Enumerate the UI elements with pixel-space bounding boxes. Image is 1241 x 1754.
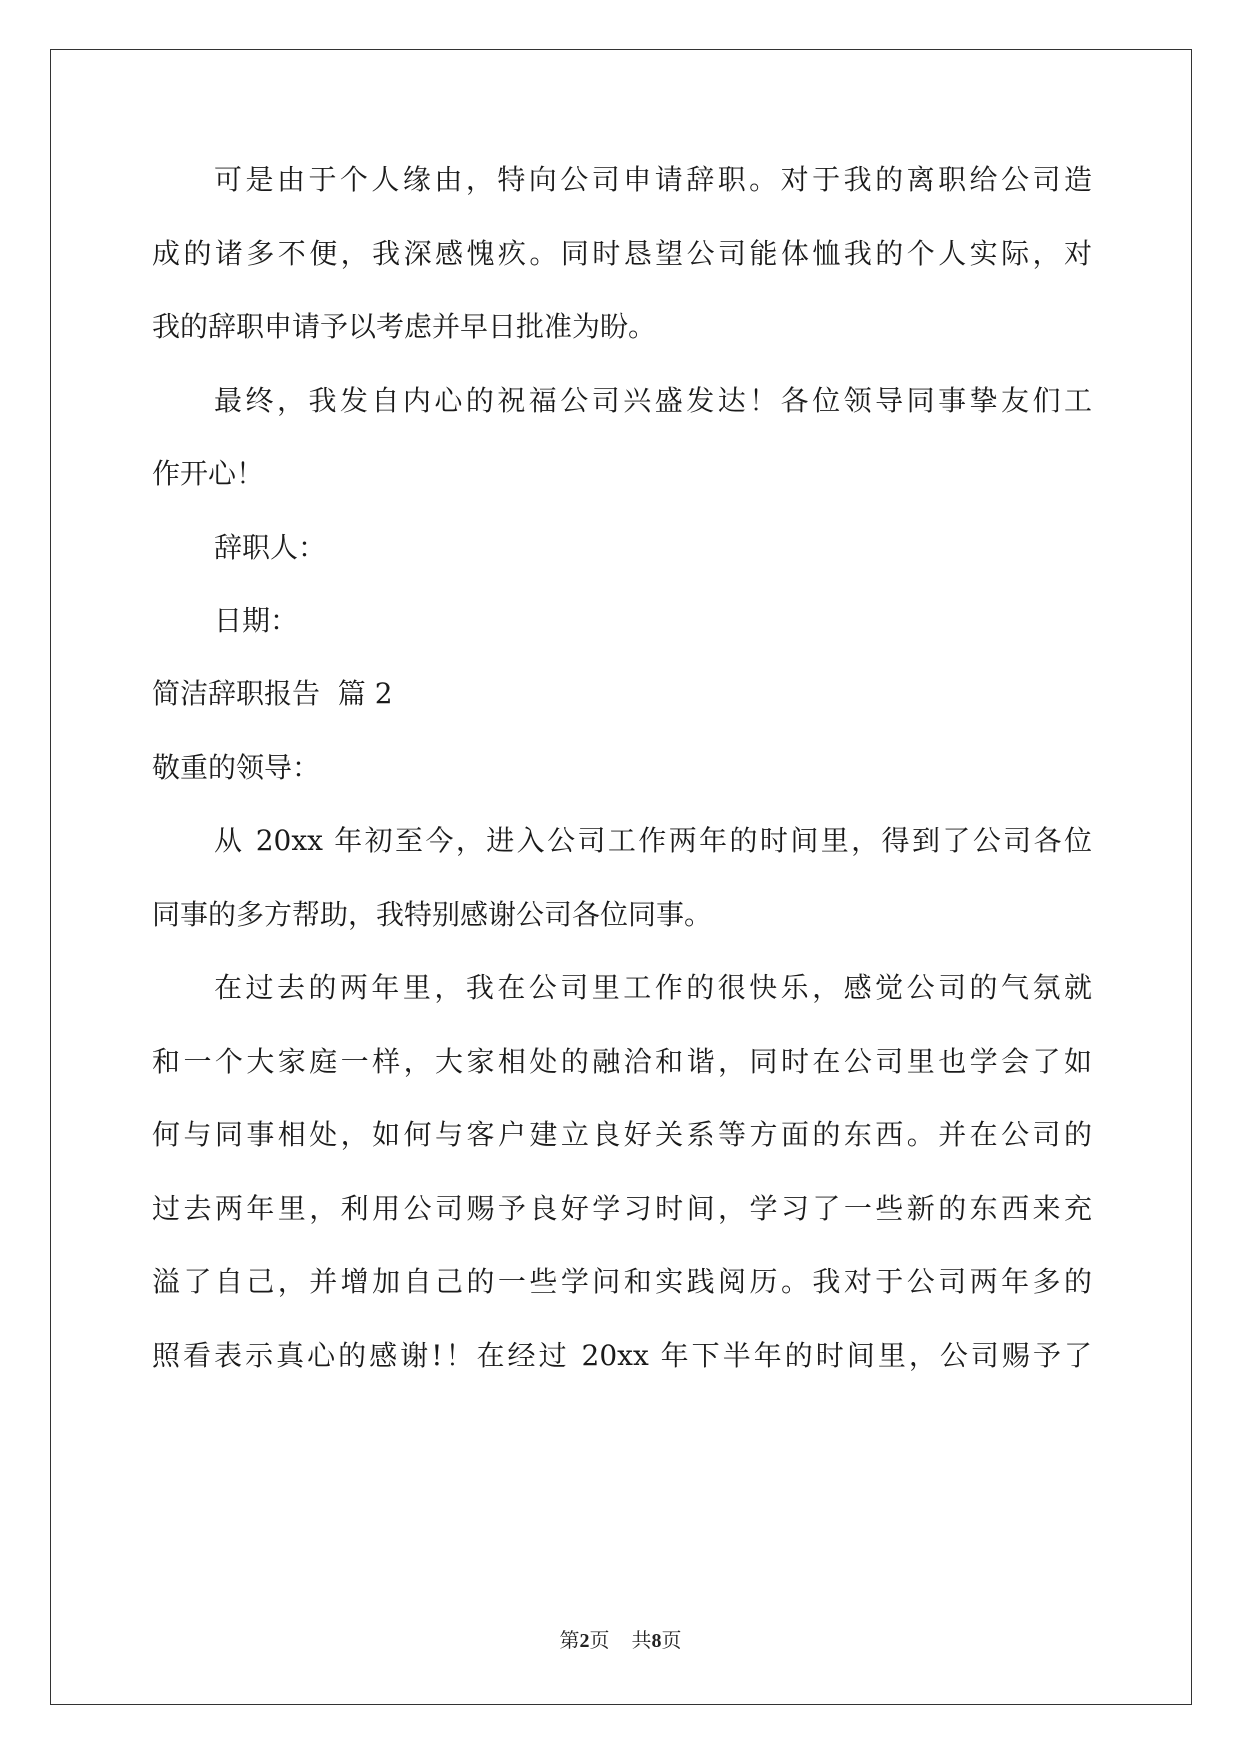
paragraph-line: 从 20xx 年初至今，进入公司工作两年的时间里，得到了公司各位 — [214, 824, 1092, 857]
total-page-count: 8 — [651, 1630, 662, 1652]
current-page-number: 2 — [579, 1630, 590, 1652]
signature-label: 辞职人： — [214, 531, 327, 564]
paragraph-line: 作开心！ — [152, 457, 265, 490]
paragraph-line: 在过去的两年里，我在公司里工作的很快乐，感觉公司的气氛就 — [214, 971, 1092, 1004]
paragraph-line: 我的辞职申请予以考虑并早日批准为盼。 — [152, 310, 657, 343]
paragraph-line: 何与同事相处，如何与客户建立良好关系等方面的东西。并在公司的 — [152, 1118, 1092, 1151]
salutation: 敬重的领导： — [152, 751, 321, 784]
paragraph-line: 和一个大家庭一样，大家相处的融洽和谐，同时在公司里也学会了如 — [152, 1045, 1092, 1078]
page-prefix: 第 — [559, 1630, 580, 1652]
page-footer — [0, 1624, 1241, 1653]
page-border — [50, 49, 1192, 1705]
paragraph-line: 照看表示真心的感谢!！在经过 20xx 年下半年的时间里，公司赐予了 — [152, 1339, 1092, 1372]
paragraph-line: 成的诸多不便，我深感愧疚。同时恳望公司能体恤我的个人实际，对 — [152, 237, 1092, 270]
page-unit: 页 — [589, 1630, 610, 1652]
paragraph-line: 同事的多方帮助，我特别感谢公司各位同事。 — [152, 898, 713, 931]
paragraph-line: 溢了自己，并增加自己的一些学问和实践阅历。我对于公司两年多的 — [152, 1265, 1092, 1298]
section-heading: 简洁辞职报告 篇 2 — [152, 677, 393, 710]
paragraph-line: 最终，我发自内心的祝福公司兴盛发达！各位领导同事挚友们工 — [214, 384, 1092, 417]
paragraph-line: 可是由于个人缘由，特向公司申请辞职。对于我的离职给公司造 — [214, 163, 1092, 196]
total-unit: 页 — [661, 1630, 682, 1652]
date-label: 日期： — [214, 604, 299, 637]
paragraph-line: 过去两年里，利用公司赐予良好学习时间，学习了一些新的东西来充 — [152, 1192, 1092, 1225]
total-prefix: 共 — [631, 1630, 652, 1652]
